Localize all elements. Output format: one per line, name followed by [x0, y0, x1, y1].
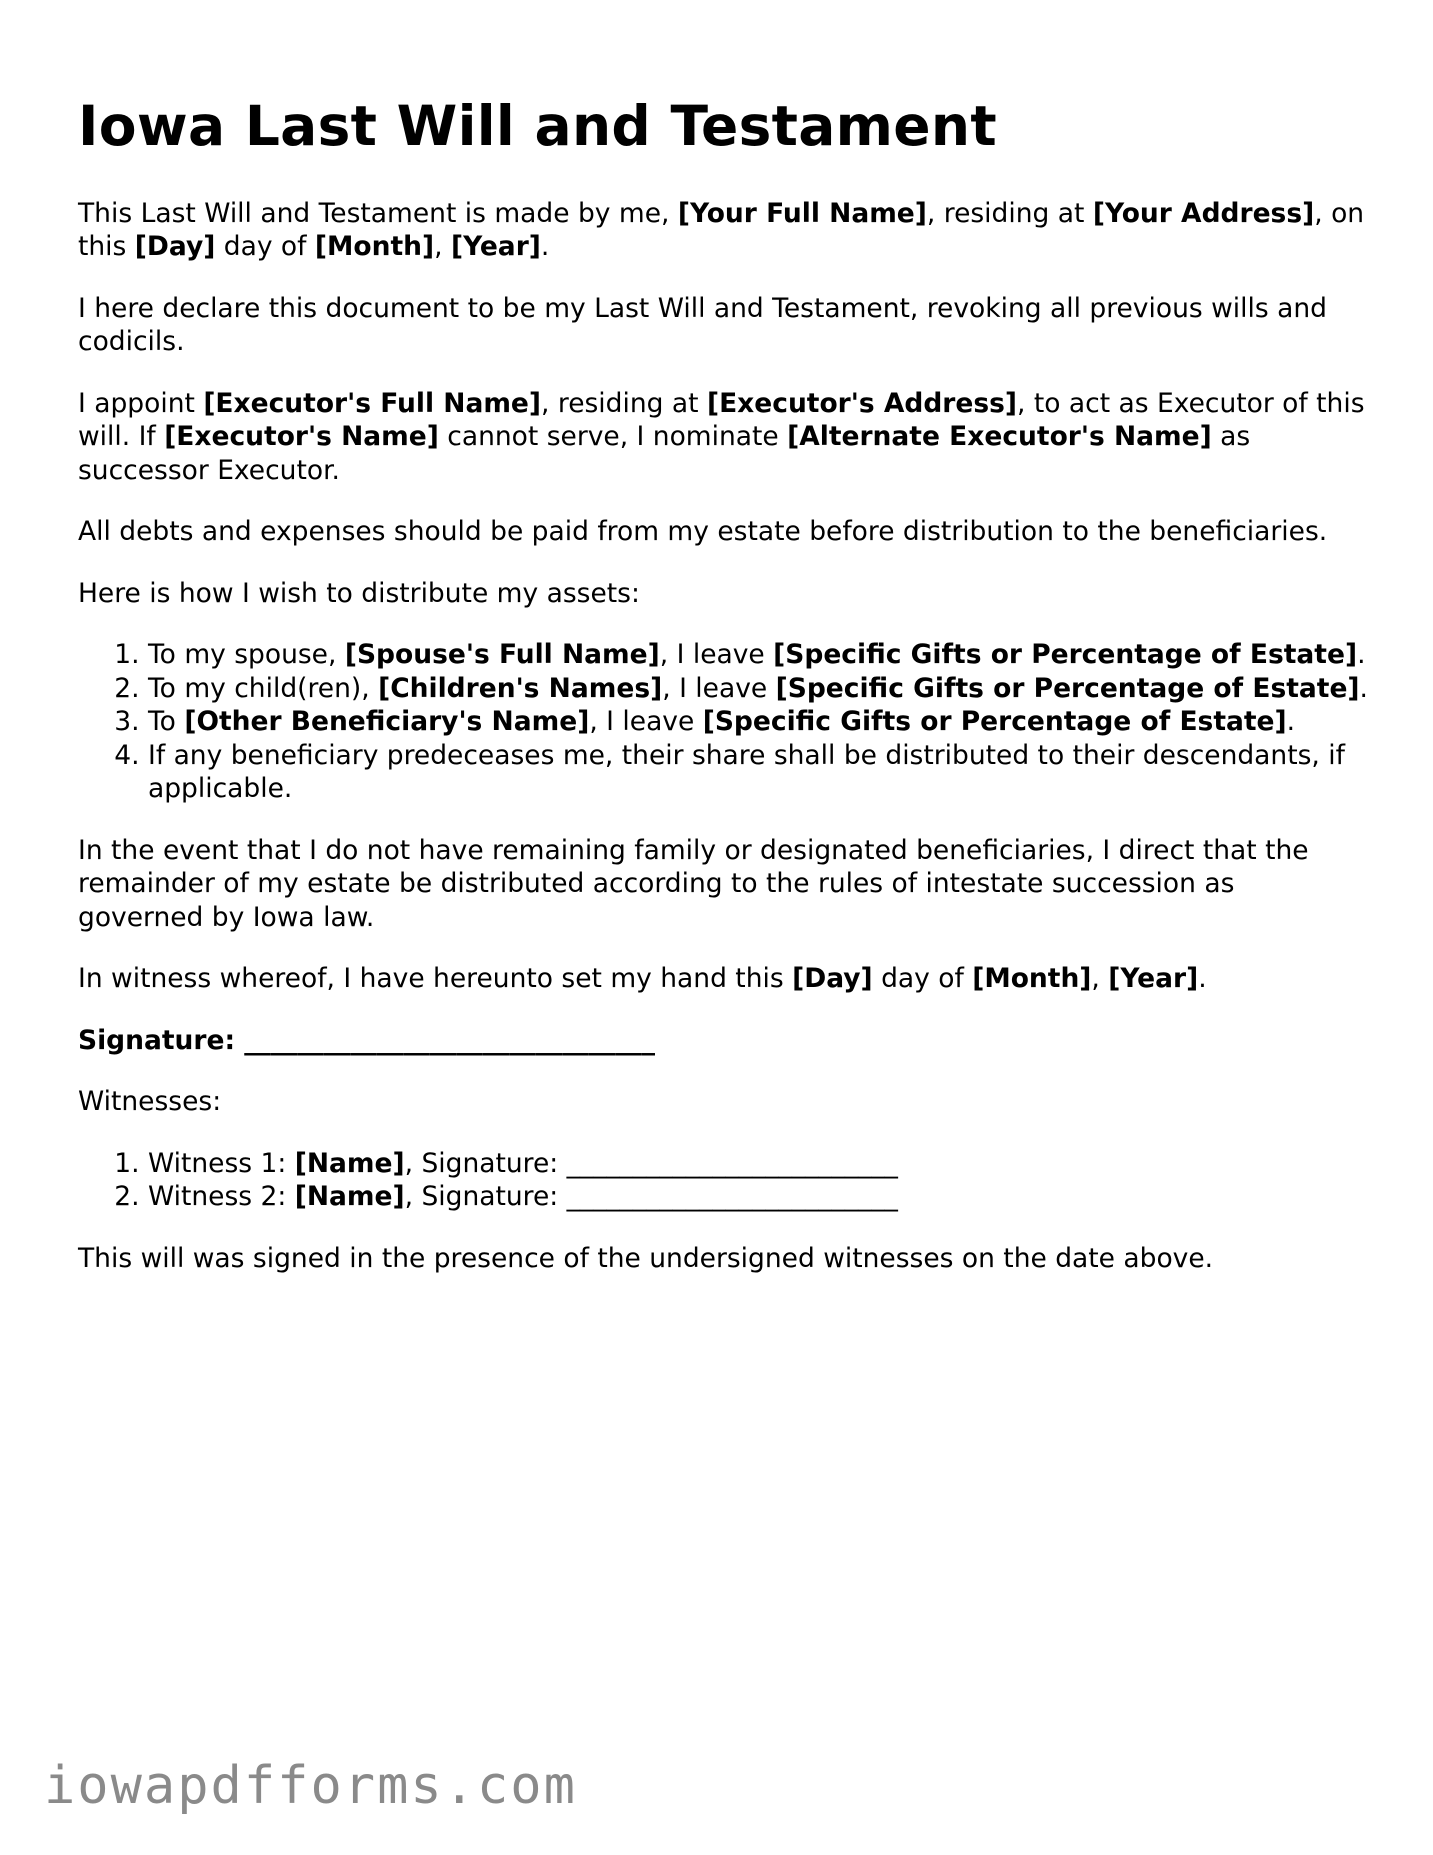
year-placeholder: [Year]: [1108, 963, 1199, 994]
item-text-2: , I leave: [659, 639, 774, 670]
executor-text-1: I appoint: [78, 387, 204, 419]
executor-text-4: cannot serve, I nominate: [438, 421, 788, 452]
executor-text-3: , to act as Executor of this will. If: [78, 387, 1365, 452]
witness-text-1: Witness 2:: [148, 1181, 295, 1212]
gift-placeholder: [Specific Gifts or Percentage of Estate]: [702, 706, 1287, 737]
witness-name-placeholder: [Name]: [294, 1181, 405, 1212]
closing-paragraph: This will was signed in the presence of the undersigned witnesses on the date above.: [78, 1242, 1214, 1274]
gift-placeholder: [Specific Gifts or Percentage of Estate]: [773, 639, 1358, 670]
witness-signature-line[interactable]: _________________________: [566, 1147, 898, 1179]
children-names-placeholder: [Children's Names]: [378, 672, 663, 704]
item-text-3: .: [1357, 639, 1366, 670]
executor-address-placeholder: [Executor's Address]: [706, 387, 1018, 419]
list-item: [148, 1180, 1368, 1214]
intro-text-1: This Last Will and Testament is made by me,: [78, 197, 678, 229]
day-placeholder: [Day]: [134, 231, 216, 262]
distribution-list: [78, 638, 1368, 806]
month-placeholder: [Month]: [314, 231, 435, 262]
list-item: [148, 705, 1368, 739]
item-text-1: To my spouse,: [148, 639, 345, 670]
list-item: [148, 1147, 1368, 1181]
intro-text-2: , residing at: [926, 197, 1093, 229]
intro-paragraph: [78, 197, 1368, 264]
executor-full-name-placeholder: [Executor's Full Name]: [203, 387, 542, 419]
executor-paragraph: [78, 387, 1368, 488]
day-placeholder: [Day]: [792, 963, 873, 994]
item-text-1: To: [148, 706, 185, 737]
witness-clause-text-1: In witness whereof, I have hereunto set my hand this: [78, 963, 793, 994]
debts-paragraph: All debts and expenses should be paid from my estate before distribution to the beneficiaries.: [78, 516, 1328, 547]
executor-text-5: as successor Executor.: [78, 421, 1251, 486]
distribution-intro: Here is how I wish to distribute my assets:: [78, 577, 640, 609]
signature-block: [78, 1024, 1368, 1058]
item-text-2: , I leave: [589, 706, 703, 737]
spouse-name-placeholder: [Spouse's Full Name]: [344, 639, 660, 670]
witness-text-2: , Signature:: [404, 1147, 567, 1179]
witness-clause-paragraph: [78, 962, 1368, 996]
document-page: [78, 96, 1368, 1303]
witness-signature-line[interactable]: _________________________: [566, 1181, 898, 1212]
watermark: iowapdfforms.com: [44, 1756, 577, 1816]
witness-text-1: Witness 1:: [148, 1147, 295, 1179]
intro-text-5: ,: [434, 231, 451, 262]
item-text-3: .: [1286, 706, 1296, 737]
witness-clause-text-2: day of: [872, 963, 973, 994]
other-beneficiary-placeholder: [Other Beneficiary's Name]: [184, 706, 590, 737]
list-item: [148, 638, 1368, 672]
executor-name-placeholder: [Executor's Name]: [164, 421, 439, 452]
gift-placeholder: [Specific Gifts or Percentage of Estate]: [775, 672, 1360, 704]
alternate-executor-placeholder: [Alternate Executor's Name]: [787, 421, 1212, 452]
item-text-3: .: [1359, 672, 1368, 704]
witness-clause-text-3: ,: [1091, 963, 1109, 994]
signature-line[interactable]: _______________________________: [244, 1024, 656, 1056]
witness-clause-text-4: .: [1198, 963, 1207, 994]
witness-text-2: , Signature:: [404, 1181, 567, 1212]
year-placeholder: [Year]: [450, 231, 541, 262]
testator-address-placeholder: [Your Address]: [1092, 197, 1315, 229]
witness-list: [78, 1147, 1368, 1214]
signature-label: Signature:: [78, 1024, 245, 1056]
intestate-paragraph: In the event that I do not have remaining family or designated beneficiaries, I direct that the remainder of my estate be distributed according to the rules of intestate succession as governed by Iowa law.: [78, 834, 1309, 933]
intro-text-4: day of: [215, 231, 315, 262]
item-text-1: To my child(ren),: [148, 672, 379, 704]
witnesses-label: Witnesses:: [78, 1086, 222, 1117]
month-placeholder: [Month]: [972, 963, 1092, 994]
witness-name-placeholder: [Name]: [294, 1147, 405, 1179]
intro-text-3: , on this: [78, 197, 1365, 262]
declaration-paragraph: I here declare this document to be my Last Will and Testament, revoking all previous wills and codicils.: [78, 292, 1327, 357]
page-title: Iowa Last Will and Testament: [78, 94, 997, 158]
intro-text-6: .: [540, 231, 550, 262]
executor-text-2: , residing at: [541, 387, 707, 419]
item-text-2: , I leave: [662, 672, 776, 704]
testator-name-placeholder: [Your Full Name]: [677, 197, 927, 229]
list-item: [148, 672, 1368, 706]
list-item: 4. If any beneficiary predeceases me, their share shall be distributed to their descendants, if applicable.: [148, 739, 1368, 806]
